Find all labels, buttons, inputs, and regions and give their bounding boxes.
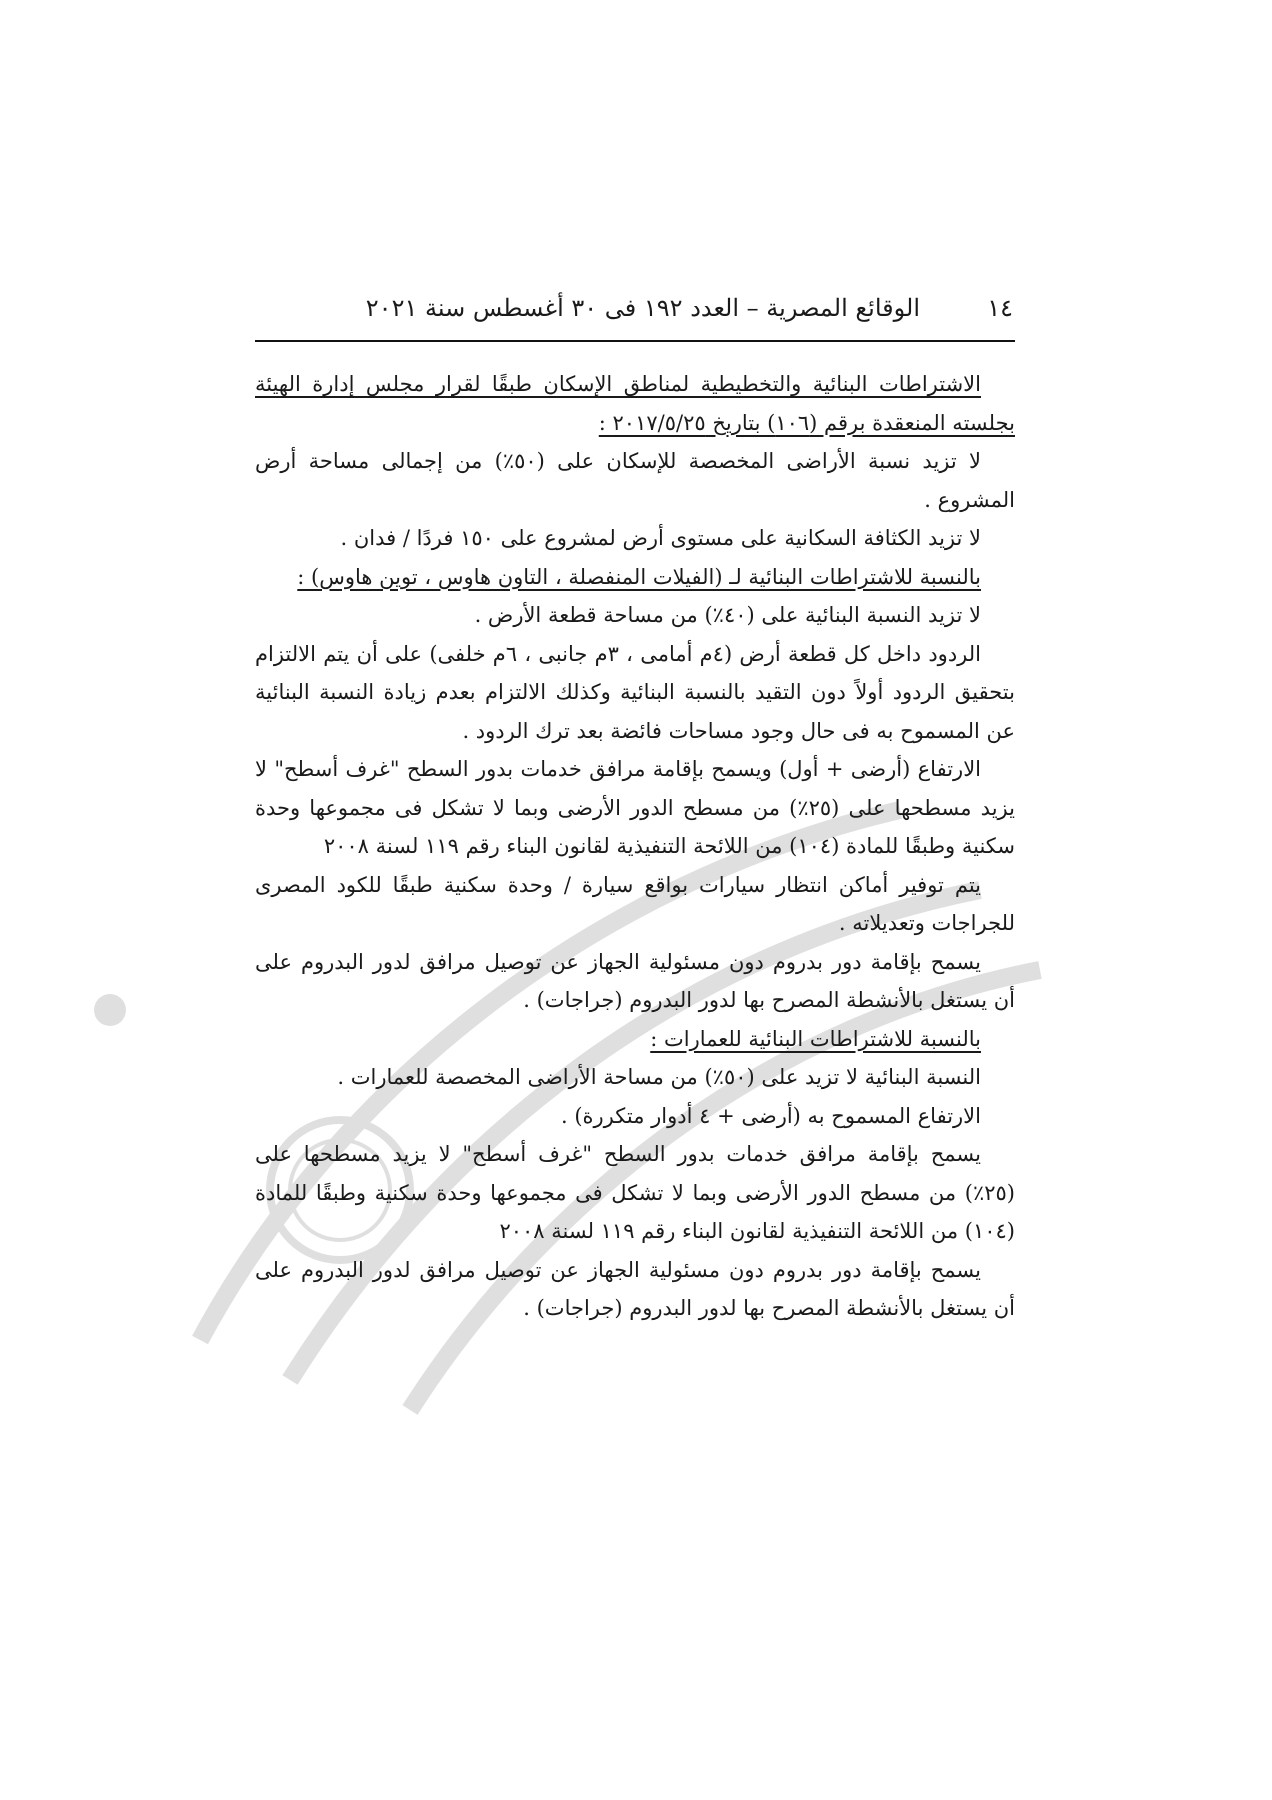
paragraph: الارتفاع المسموح به (أرضى + ٤ أدوار متكررة) . <box>561 1103 981 1128</box>
paragraph: لا تزيد الكثافة السكانية على مستوى أرض لمشروع على ١٥٠ فردًا / فدان . <box>340 526 981 550</box>
header-divider <box>255 340 1015 342</box>
paragraph: يتم توفير أماكن انتظار سيارات بواقع سيارة / وحدة سكنية طبقًا للكود المصرى للجراجات وتعديلاته . <box>255 872 1015 935</box>
page-number: ١٤ <box>987 294 1013 322</box>
paragraph: النسبة البنائية لا تزيد على (٥٠٪) من مساحة الأراضى المخصصة للعمارات . <box>337 1065 981 1089</box>
paragraph: لا تزيد النسبة البنائية على (٤٠٪) من مساحة قطعة الأرض . <box>474 603 981 627</box>
section-heading: بالنسبة للاشتراطات البنائية لـ (الفيلات المنفصلة ، التاون هاوس ، توين هاوس) : <box>297 564 981 589</box>
paragraph: يسمح بإقامة دور بدروم دون مسئولية الجهاز عن توصيل مرافق لدور البدروم على أن يستغل بالأنشطة المصرح بها لدور البدروم (جراجات) . <box>255 1257 1015 1320</box>
paragraph: يسمح بإقامة مرافق خدمات بدور السطح "غرف أسطح" لا يزيد مسطحها على (٢٥٪) من مسطح الدور الأرضى وبما لا تشكل فى مجموعها وحدة سكنية وطبقًا للمادة (١٠٤) من اللائحة التنفيذية لقانون البناء رقم ١١٩ لسنة ٢٠٠٨ <box>255 1142 1015 1243</box>
gazette-title: الوقائع المصرية – العدد ١٩٢ فى ٣٠ أغسطس سنة ٢٠٢١ <box>365 294 920 322</box>
section-heading: الاشتراطات البنائية والتخطيطية لمناطق الإسكان طبقًا لقرار مجلس إدارة الهيئة بجلسته المنعقدة برقم (١٠٦) بتاريخ ٢٠١٧/٥/٢٥ : <box>255 372 1015 435</box>
paragraph: الارتفاع (أرضى + أول) ويسمح بإقامة مرافق خدمات بدور السطح "غرف أسطح" لا يزيد مسطحها على (٢٥٪) من مسطح الدور الأرضى وبما لا تشكل فى مجموعها وحدة سكنية وطبقًا للمادة (١٠٤) من اللائحة التنفيذية لقانون البناء رقم ١١٩ لسنة ٢٠٠٨ <box>255 757 1015 858</box>
paragraph: الردود داخل كل قطعة أرض (٤م أمامى ، ٣م جانبى ، ٦م خلفى) على أن يتم الالتزام بتحقيق الردود أولاً دون التقيد بالنسبة البنائية وكذلك الالتزام بعدم زيادة النسبة البنائية عن المسموح به فى حال وجود مساحات فائضة بعد ترك الردود . <box>255 641 1015 743</box>
paragraph: لا تزيد نسبة الأراضى المخصصة للإسكان على (٥٠٪) من إجمالى مساحة أرض المشروع . <box>255 449 1015 512</box>
document-body <box>255 365 1015 1328</box>
section-heading: بالنسبة للاشتراطات البنائية للعمارات : <box>650 1026 981 1051</box>
paragraph: يسمح بإقامة دور بدروم دون مسئولية الجهاز عن توصيل مرافق لدور البدروم على أن يستغل بالأنشطة المصرح بها لدور البدروم (جراجات) . <box>255 949 1015 1012</box>
page-header <box>255 285 1015 331</box>
